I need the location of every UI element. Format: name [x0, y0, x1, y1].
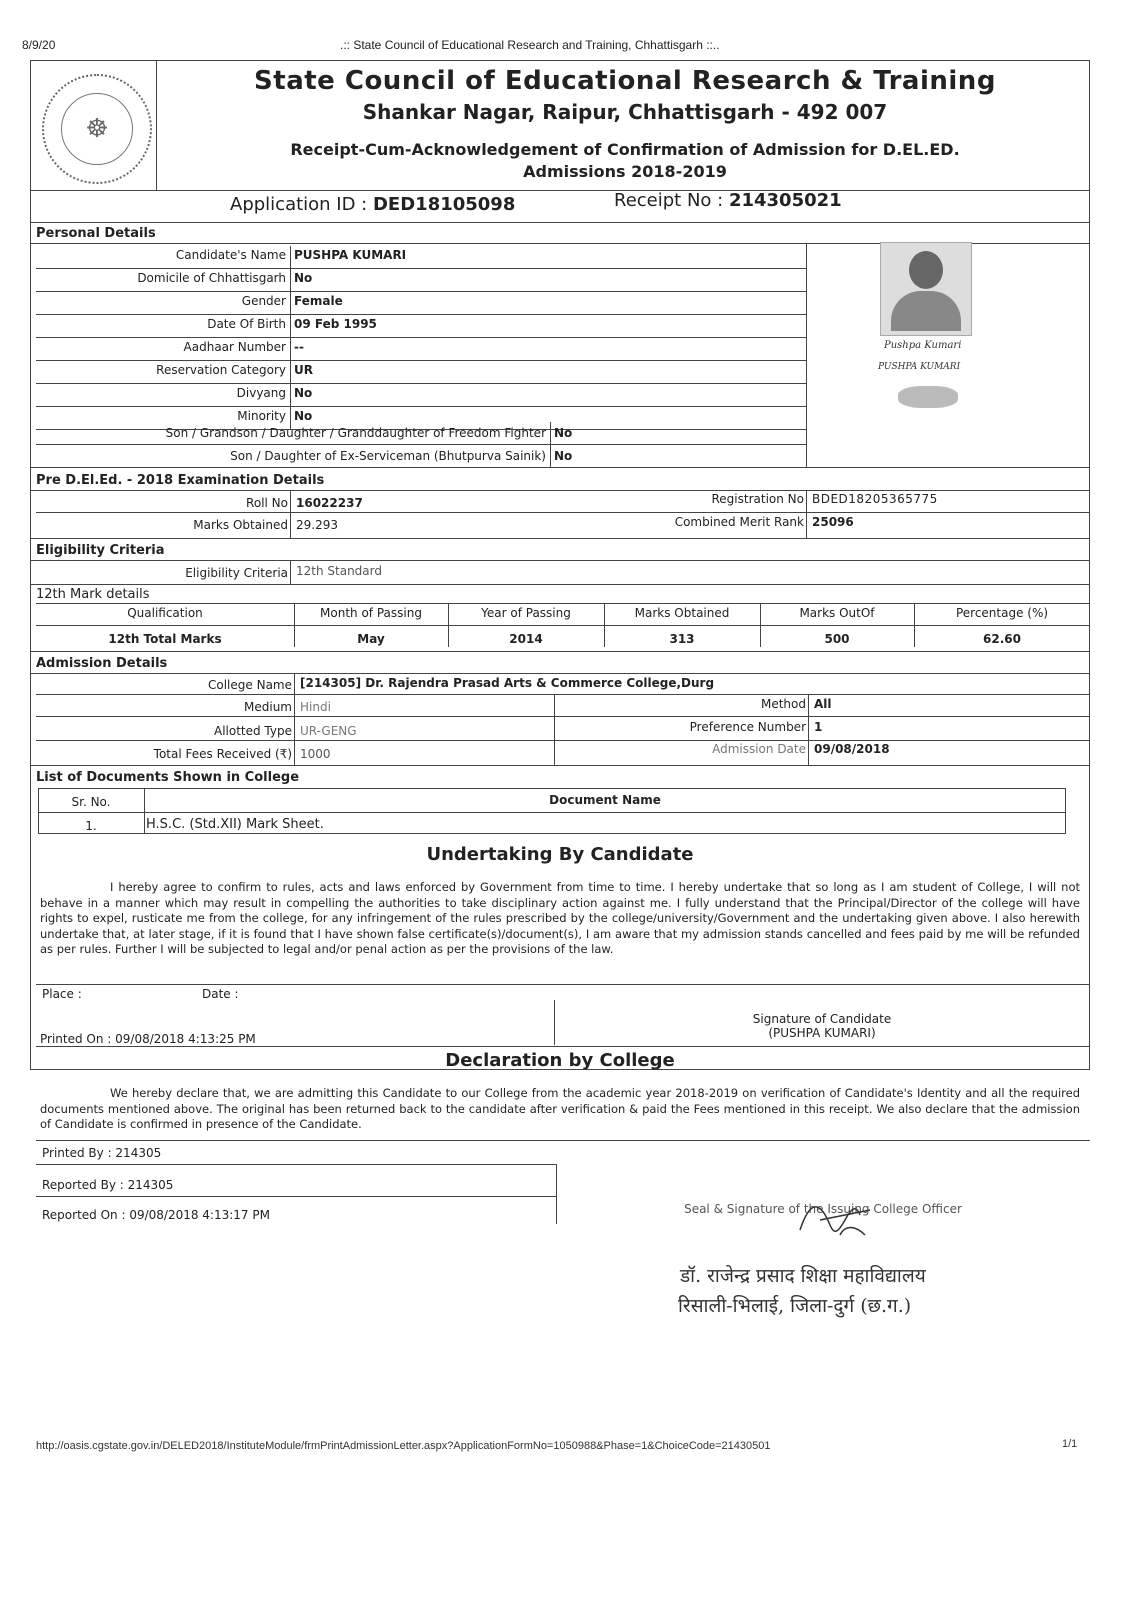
medium-value: Hindi [300, 700, 331, 714]
fees-label: Total Fees Received (₹) [153, 747, 292, 761]
method-label: Method [760, 697, 806, 711]
admission-session: Admissions 2018-2019 [523, 162, 727, 181]
preference-label: Preference Number [689, 720, 806, 734]
personal-label: Reservation Category [156, 363, 286, 377]
divider [36, 1046, 1090, 1047]
personal-label: Candidate's Name [175, 248, 286, 262]
divider [36, 1196, 556, 1197]
print-page-title: .:: State Council of Educational Research and Training, Chhattisgarh ::.. [340, 38, 720, 52]
divider [290, 246, 291, 430]
divider [36, 360, 806, 361]
personal-label: Gender [241, 294, 286, 308]
marks-cell: 313 [669, 632, 695, 646]
signature-name: (PUSHPA KUMARI) [768, 1026, 876, 1040]
marks-cell: 12th Total Marks [108, 632, 222, 646]
marks-header: Marks OutOf [799, 606, 875, 620]
header-divider [156, 61, 157, 191]
fees-value: 1000 [300, 747, 331, 761]
photo-signature: Pushpa Kumari [884, 340, 962, 351]
section-pre-exam: Pre D.El.Ed. - 2018 Examination Details [36, 473, 325, 488]
divider [550, 422, 551, 467]
college-signature-icon [790, 1180, 880, 1250]
eligibility-value: 12th Standard [296, 564, 382, 578]
admission-date-value: 09/08/2018 [814, 742, 890, 756]
personal-value: Female [294, 294, 343, 308]
section-documents: List of Documents Shown in College [36, 770, 300, 785]
divider [36, 740, 1090, 741]
allotted-type-value: UR-GENG [300, 724, 357, 738]
preference-value: 1 [814, 720, 823, 734]
marks-cell: 62.60 [983, 632, 1021, 646]
marks-header: Month of Passing [320, 606, 422, 620]
govt-seal-icon: ☸ [42, 74, 152, 184]
section-admission: Admission Details [36, 656, 168, 671]
personal-value: No [294, 409, 313, 423]
divider [36, 603, 1090, 604]
printed-by: Printed By : 214305 [42, 1146, 162, 1160]
college-stamp-line1: डॉ. राजेन्द्र प्रसाद शिक्षा महाविद्यालय [680, 1265, 926, 1287]
printed-on: Printed On : 09/08/2018 4:13:25 PM [40, 1032, 256, 1046]
undertaking-title: Undertaking By Candidate [426, 844, 694, 865]
roll-label: Roll No [246, 496, 288, 510]
divider [36, 694, 1090, 695]
marks-header: Percentage (%) [955, 606, 1049, 620]
candidate-photo [880, 242, 972, 336]
divider [290, 560, 291, 584]
divider [554, 694, 555, 765]
personal-label: Divyang [236, 386, 286, 400]
declaration-text: We hereby declare that, we are admitting this Candidate to our College from the academic year 2018-2019 on verification of Candidate's Identity and all the required documents mentioned above. The original has been returned back to the candidate after verification & paid the Fees mentioned in this receipt. We also declare that the admission of Candidate is confirmed in presence of the Candidate. [40, 1086, 1080, 1131]
seal-label: Seal & Signature of the Issuing College Officer [684, 1202, 962, 1216]
marks-header: Marks Obtained [634, 606, 730, 620]
divider [36, 625, 1090, 626]
section-personal: Personal Details [36, 226, 156, 241]
thumb-impression [898, 386, 958, 408]
date-label: Date : [202, 987, 239, 1001]
marks-header: Year of Passing [481, 606, 571, 620]
personal-label: Aadhaar Number [183, 340, 286, 354]
section-12th-marks: 12th Mark details [36, 587, 150, 602]
merit-rank-label: Combined Merit Rank [674, 515, 804, 529]
divider [30, 673, 1090, 674]
marks-cell: May [357, 632, 385, 646]
divider [806, 243, 807, 467]
medium-label: Medium [244, 700, 292, 714]
doc-sr: 1. [85, 819, 97, 833]
reported-on: Reported On : 09/08/2018 4:13:17 PM [42, 1208, 270, 1222]
doc-name: H.S.C. (Std.XII) Mark Sheet. [146, 817, 324, 832]
org-address: Shankar Nagar, Raipur, Chhattisgarh - 492 007 [362, 100, 888, 124]
divider [808, 694, 809, 765]
college-label: College Name [208, 678, 292, 692]
divider [36, 444, 806, 445]
personal-value: No [294, 386, 313, 400]
divider [36, 1140, 1090, 1141]
divider [30, 538, 1090, 539]
admission-date-label: Admission Date [712, 742, 806, 756]
divider [290, 490, 291, 538]
doc-title: Receipt-Cum-Acknowledgement of Confirmation of Admission for D.EL.ED. [290, 140, 960, 159]
divider [36, 512, 1090, 513]
divider [30, 490, 1090, 491]
org-name: State Council of Educational Research & Training [254, 66, 996, 96]
divider [30, 222, 1090, 223]
roll-value: 16022237 [296, 496, 363, 510]
divider [30, 651, 1090, 652]
application-id: Application ID : DED18105098 [230, 194, 516, 215]
divider [36, 716, 1090, 717]
college-value: [214305] Dr. Rajendra Prasad Arts & Commerce College,Durg [300, 676, 715, 690]
personal-label: Date Of Birth [207, 317, 286, 331]
doc-col-sr: Sr. No. [71, 795, 111, 809]
marks-cell: 2014 [509, 632, 543, 646]
merit-rank-value: 25096 [812, 515, 854, 529]
personal-value: 09 Feb 1995 [294, 317, 377, 331]
allotted-type-label: Allotted Type [213, 724, 292, 738]
divider [36, 383, 806, 384]
print-date: 8/9/20 [22, 38, 56, 52]
marks-label: Marks Obtained [193, 518, 288, 532]
photo-signature-caps: PUSHPA KUMARI [878, 362, 961, 372]
divider [36, 291, 806, 292]
divider [30, 467, 1090, 468]
divider [806, 490, 807, 538]
divider [36, 984, 1090, 985]
receipt-number: Receipt No : 214305021 [614, 190, 842, 211]
divider [36, 314, 806, 315]
divider [30, 190, 1090, 191]
registration-label: Registration No [711, 492, 804, 506]
ex-serviceman-value: No [554, 449, 573, 463]
divider [30, 584, 1090, 585]
divider [36, 406, 806, 407]
section-eligibility: Eligibility Criteria [36, 543, 165, 558]
personal-value: PUSHPA KUMARI [294, 248, 407, 262]
marks-header: Qualification [127, 606, 203, 620]
divider [30, 765, 1090, 766]
divider [30, 560, 1090, 561]
ex-serviceman-label: Son / Daughter of Ex-Serviceman (Bhutpurva Sainik) [230, 449, 546, 463]
method-value: All [814, 697, 832, 711]
registration-value: BDED18205365775 [812, 492, 938, 506]
reported-by: Reported By : 214305 [42, 1178, 174, 1192]
personal-value: No [294, 271, 313, 285]
footer-url: http://oasis.cgstate.gov.in/DELED2018/InstituteModule/frmPrintAdmissionLetter.aspx?ApplicationFormNo=1050988&Phase=1&ChoiceCode=21430501 [36, 1440, 771, 1452]
divider [36, 268, 806, 269]
personal-value: -- [294, 340, 304, 354]
personal-label: Domicile of Chhattisgarh [137, 271, 286, 285]
marks-cell: 500 [824, 632, 850, 646]
marks-value: 29.293 [296, 518, 338, 532]
divider [36, 1164, 556, 1165]
divider [294, 673, 295, 765]
signature-label: Signature of Candidate [752, 1012, 892, 1026]
eligibility-label: Eligibility Criteria [185, 566, 288, 580]
freedom-fighter-label: Son / Grandson / Daughter / Granddaughter of Freedom Fighter [165, 426, 546, 440]
footer-page: 1/1 [1062, 1438, 1078, 1450]
freedom-fighter-value: No [554, 426, 573, 440]
doc-col-name: Document Name [549, 793, 661, 807]
personal-label: Minority [237, 409, 286, 423]
declaration-title: Declaration by College [445, 1050, 675, 1071]
divider [36, 337, 806, 338]
undertaking-text: I hereby agree to confirm to rules, acts and laws enforced by Government from time to time. I hereby undertake that so long as I am student of College, I will not behave in a manner which may result in compelling the authorities to take disciplinary action against me. I fully understand that the Principal/Director of the college will have rights to expel, rusticate me from the college, for any infringement of the rules prescribed by the college/university/Government and the undertaking given above. I also herewith undertake that, at later stage, if it is found that I have shown false certificate(s)/document(s), I am aware that my admission stands cancelled and fees paid by me will be refunded as per rules. Further I will be subjected to legal and/or penal action as per the provisions of the law. [40, 880, 1080, 956]
college-stamp-line2: रिसाली-भिलाई, जिला-दुर्ग (छ.ग.) [678, 1295, 912, 1317]
place-label: Place : [42, 987, 82, 1001]
divider [38, 812, 1066, 813]
personal-value: UR [294, 363, 313, 377]
